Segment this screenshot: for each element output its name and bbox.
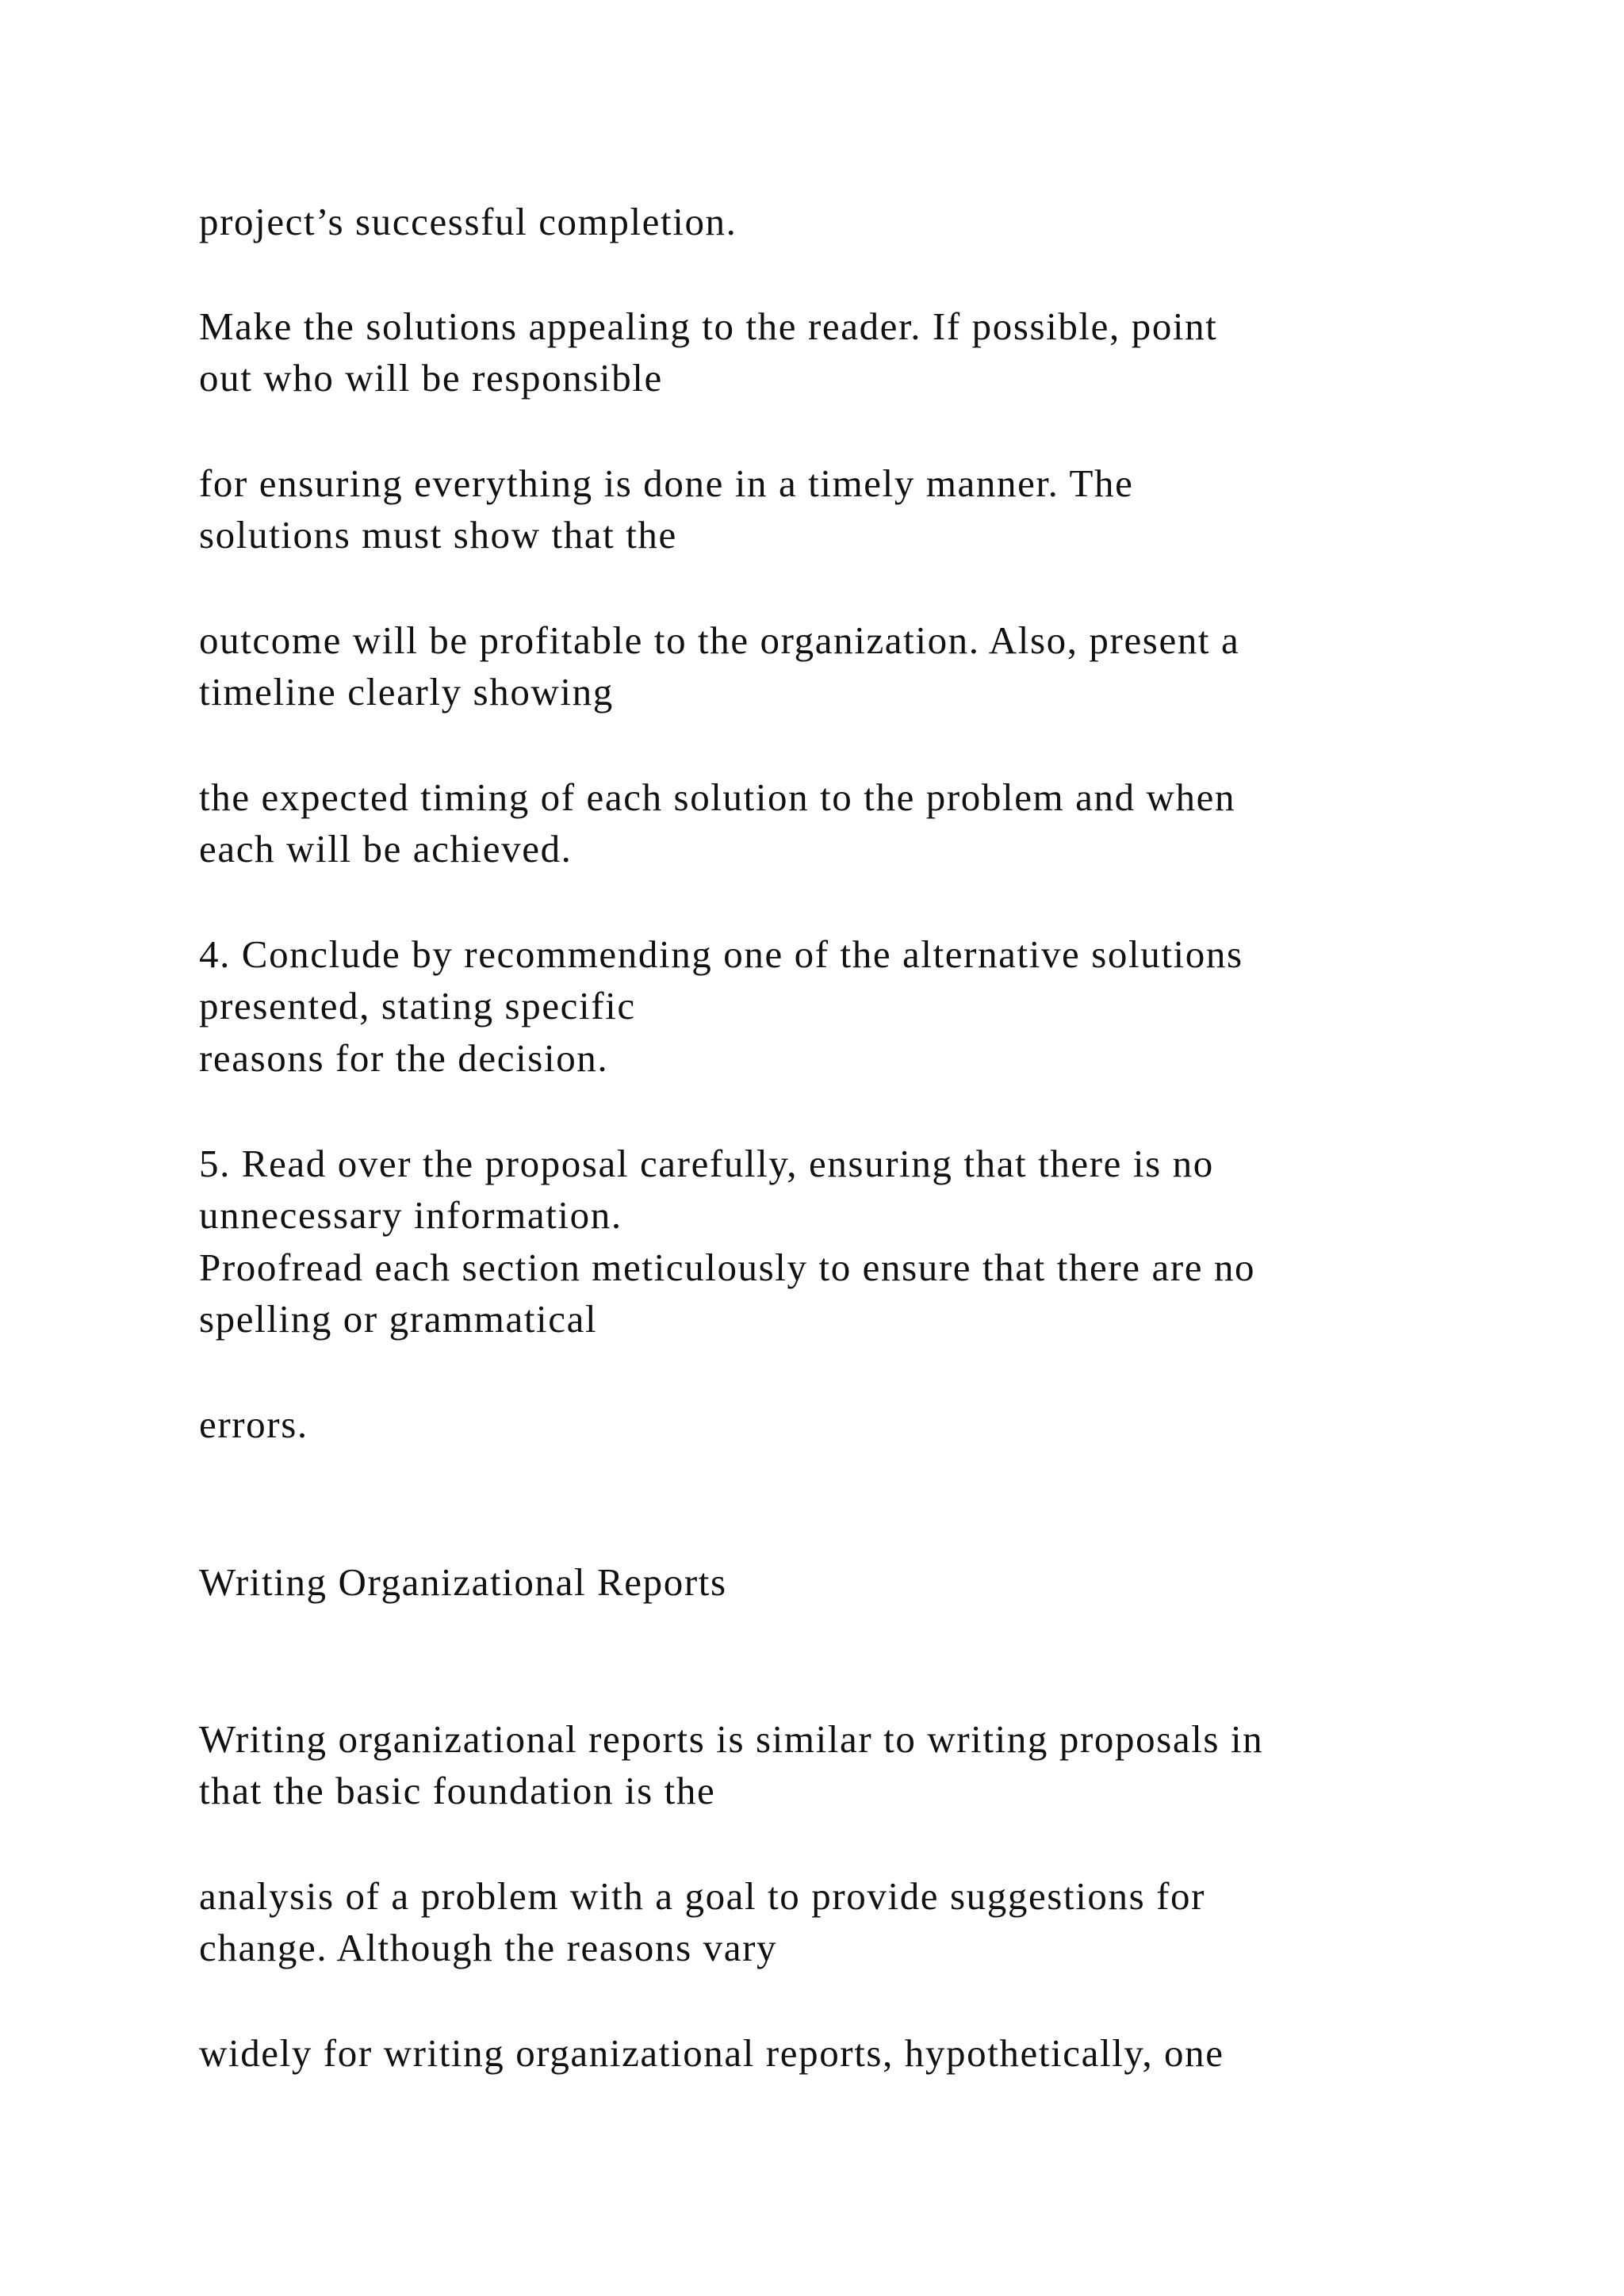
text-line: for ensuring everything is done in a timely manner. The: [199, 461, 1134, 505]
text-line: reasons for the decision.: [199, 1036, 609, 1080]
text-line: the expected timing of each solution to the problem and when: [199, 775, 1236, 819]
text-line: that the basic foundation is the: [199, 1769, 716, 1812]
section-heading: Writing Organizational Reports: [199, 1560, 727, 1604]
text-line: widely for writing organizational reports, hypothetically, one: [199, 2031, 1224, 2075]
text-line: outcome will be profitable to the organization. Also, present a: [199, 618, 1240, 662]
text-line: Writing organizational reports is similar to writing proposals in: [199, 1717, 1264, 1761]
text-line: each will be achieved.: [199, 827, 573, 871]
text-line: analysis of a problem with a goal to provide suggestions for: [199, 1874, 1206, 1918]
text-line: out who will be responsible: [199, 356, 663, 400]
text-line: Proofread each section meticulously to ensure that there are no: [199, 1246, 1256, 1289]
text-line: change. Although the reasons vary: [199, 1926, 778, 1969]
text-line: 5. Read over the proposal carefully, ensuring that there is no: [199, 1142, 1214, 1185]
text-line: solutions must show that the: [199, 513, 677, 557]
text-line: Make the solutions appealing to the reader. If possible, point: [199, 304, 1218, 348]
text-line: timeline clearly showing: [199, 670, 614, 714]
text-line: spelling or grammatical: [199, 1297, 598, 1341]
text-line: 4. Conclude by recommending one of the alternative solutions: [199, 932, 1243, 976]
text-line: presented, stating specific: [199, 984, 636, 1027]
text-line: project’s successful completion.: [199, 200, 737, 243]
text-line: unnecessary information.: [199, 1193, 622, 1237]
text-line: errors.: [199, 1402, 308, 1446]
